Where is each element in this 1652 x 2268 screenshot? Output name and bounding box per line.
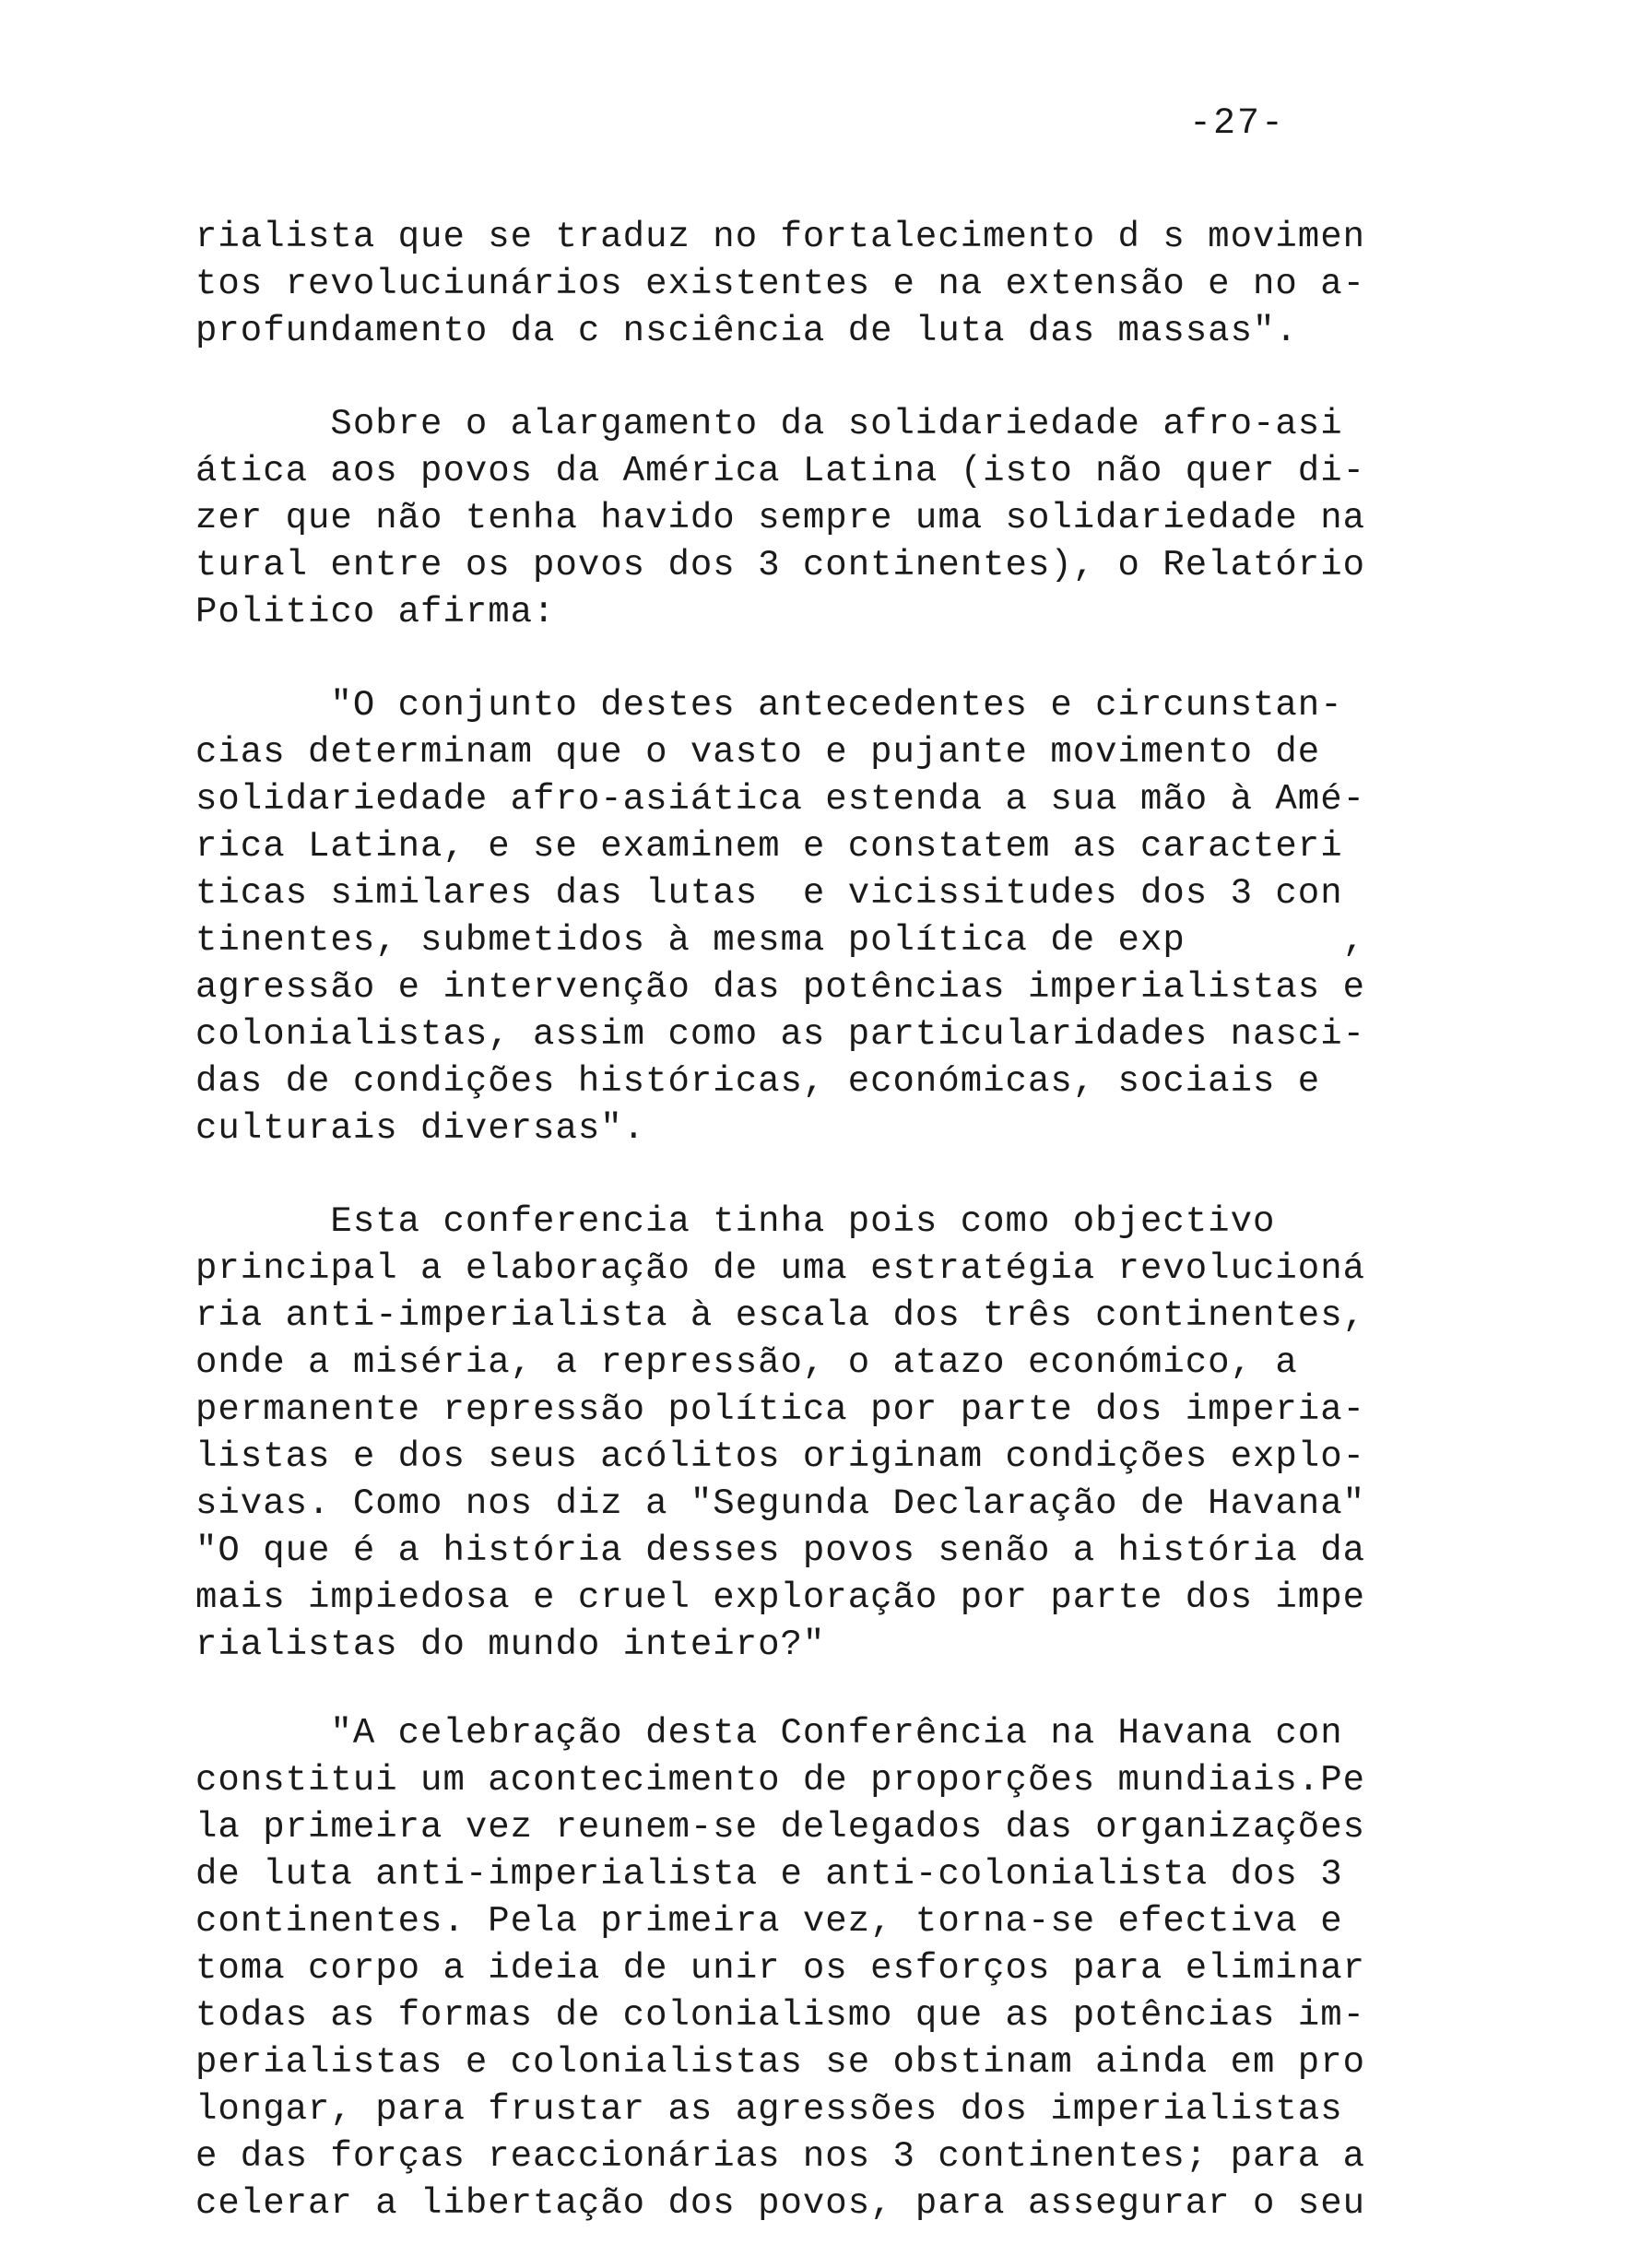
text-line: celerar a libertação dos povos, para assegurar o seu bbox=[195, 2183, 1365, 2224]
page-number: -27- bbox=[1189, 103, 1286, 145]
text-line: tos revoluciunários existentes e na extensão e no a- bbox=[195, 264, 1365, 304]
text-line: agressão e intervenção das potências imperialistas e bbox=[195, 967, 1365, 1008]
text-line: e das forças reaccionárias nos 3 continentes; para a bbox=[195, 2136, 1365, 2177]
text-line: cias determinam que o vasto e pujante movimento de bbox=[195, 732, 1321, 773]
text-line: listas e dos seus acólitos originam condições explo- bbox=[195, 1436, 1365, 1477]
text-line: rica Latina, e se examinem e constatem as caracteri bbox=[195, 826, 1343, 867]
text-line: todas as formas de colonialismo que as potências im- bbox=[195, 1995, 1365, 2036]
text-line: onde a miséria, a repressão, o atazo económico, a bbox=[195, 1342, 1298, 1383]
text-line: ática aos povos da América Latina (isto não quer di- bbox=[195, 451, 1365, 491]
text-line: Esta conferencia tinha pois como objectivo bbox=[195, 1201, 1276, 1242]
text-line: continentes. Pela primeira vez, torna-se efectiva e bbox=[195, 1901, 1343, 1942]
text-line: rialistas do mundo inteiro?" bbox=[195, 1624, 826, 1665]
text-line: Sobre o alargamento da solidariedade afro-asi bbox=[195, 404, 1343, 444]
paragraph-2 bbox=[195, 401, 1541, 636]
text-line: principal a elaboração de uma estratégia revolucioná bbox=[195, 1248, 1365, 1289]
text-line: perialistas e colonialistas se obstinam ainda em pro bbox=[195, 2042, 1365, 2083]
text-line: constitui um acontecimento de proporções mundiais.Pe bbox=[195, 1760, 1365, 1801]
text-line: "A celebração desta Conferência na Havana con bbox=[195, 1713, 1343, 1754]
text-line: profundamento da c nsciência de luta das massas". bbox=[195, 311, 1298, 351]
text-line: tinentes, submetidos à mesma política de exp , bbox=[195, 920, 1365, 961]
text-line: permanente repressão política por parte dos imperia- bbox=[195, 1389, 1365, 1430]
text-line: toma corpo a ideia de unir os esforços para eliminar bbox=[195, 1948, 1365, 1989]
text-line: "O que é a história desses povos senão a história da bbox=[195, 1530, 1365, 1571]
paragraph-3-quote bbox=[195, 682, 1541, 1152]
paragraph-4 bbox=[195, 1199, 1541, 1669]
text-line: longar, para frustar as agressões dos imperialistas bbox=[195, 2089, 1343, 2130]
text-line: Politico afirma: bbox=[195, 592, 556, 632]
text-line: rialista que se traduz no fortalecimento d s movimen bbox=[195, 217, 1365, 257]
text-line: culturais diversas". bbox=[195, 1108, 646, 1149]
paragraph-1 bbox=[195, 214, 1541, 355]
text-line: de luta anti-imperialista e anti-colonialista dos 3 bbox=[195, 1854, 1343, 1895]
text-line: zer que não tenha havido sempre uma solidariedade na bbox=[195, 498, 1365, 538]
text-line: sivas. Como nos diz a "Segunda Declaração de Havana" bbox=[195, 1483, 1365, 1524]
text-line: colonialistas, assim como as particularidades nasci- bbox=[195, 1014, 1365, 1055]
text-line: ria anti-imperialista à escala dos três continentes, bbox=[195, 1295, 1365, 1336]
text-line: mais impiedosa e cruel exploração por parte dos impe bbox=[195, 1577, 1365, 1618]
paragraph-5-quote bbox=[195, 1710, 1541, 2227]
text-line: la primeira vez reunem-se delegados das organizações bbox=[195, 1807, 1365, 1848]
text-line: solidariedade afro-asiática estenda a sua mão à Amé- bbox=[195, 779, 1365, 820]
text-line: das de condições históricas, económicas, sociais e bbox=[195, 1061, 1321, 1102]
text-line: ticas similares das lutas e vicissitudes dos 3 con bbox=[195, 873, 1343, 914]
text-line: "O conjunto destes antecedentes e circunstan- bbox=[195, 685, 1343, 726]
text-line: tural entre os povos dos 3 continentes), o Relatório bbox=[195, 545, 1365, 585]
